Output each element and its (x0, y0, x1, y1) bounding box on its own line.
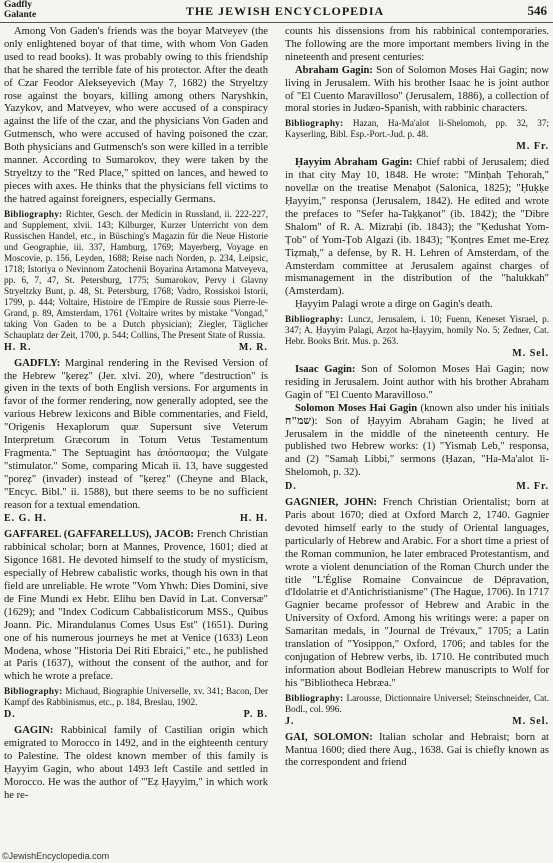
guide-word-last: Galante (4, 9, 37, 20)
entry-heading: Solomon Moses Hai Gagin (295, 402, 418, 414)
signature-initials: E. G. H. (4, 513, 47, 525)
paragraph: Ḥayyim Palagi wrote a dirge on Gagin's death. (295, 299, 493, 311)
paragraph: Among Von Gaden's friends was the boyar Matveyev (the only enlightened boyar of that time, with whom Von Gaden used to read books). It was probably owing to this friendship that he shared the terrible fate of his protector. After the death of Czar Feodor Alekseyevich (May 7, 1682) the Stryeltzy rose against the boyars, killing among others Naryshkin, Yazykov, and Matveyev, who were accused of a conspiracy against the life of the czar, and the physicians Von Gaden and Gutmensch, who were accused of having poisoned the czar. Both physicians and Gutmensch's son were killed in a terrible manner. According to Sumarokov, they were taken by the Stryeltzy to the "Red Place," spitted on lances, and hewed to pieces with axes. He thinks that the physicians fell victims to the hatred against foreigners, especially Germans. (4, 26, 268, 205)
entry-heading: Abraham Gagin: (295, 64, 373, 76)
entry-hayyim-abraham-gagin (285, 157, 549, 299)
entry-text: ): Son of Ḥayyim Abraham Gagin; he lived at Jerusalem in the middle of the nineteenth century. He published two Hebrew works: (1) "Yismaḥ Leb," responsa, and (2) "Samaḥ Libbi," sermons (Ḥazan, "Ha-Ma'alot li-Shelomoh, p. 32). (285, 415, 549, 479)
signature-line (4, 342, 268, 355)
entry-text: Son of Solomon Moses Hai Gagin; now living in Jerusalem. With his brother Isaac he is joint author of "El Cuento Maravilloso" (Jerusalem, 1886), a collection of moral stories in Judæo-Spanish, with rabbinic characters. (285, 64, 549, 115)
entry-heading: GAGIN: (14, 725, 54, 737)
guide-word-first: Gadfly (4, 0, 32, 10)
entry-text: French Christian rabbinical scholar; born at Mannes, Provence, 1601; died at Sigonce 1681. He devoted himself to the study of mysticism, especially of Hebrew cabalistic works, though his own in that field are unreliable. He wrote "Vom Yhwh: Dies Domini, sive de Fine Mundi ex Hebr. Elihu ben David in Lat. Conversæ" (1629); and "Index Codicum Cabbalisticorum MSS., Quibus Joann. Pic. Mirandulanus Comes Usus Est" (1651). During one of his numerous journeys he met at Venice (1633) Leon Modena, whose "Historia Dei Riti Ebraici," etc., he published at Paris (1637), without the consent of the author, and for which he wrote a preface. (4, 529, 268, 683)
bibliography-text: Michaud, Biographie Universelle, xv. 341; Bacon, Der Kampf des Rabbinismus, etc., p. 184, Breslau, 1902. (4, 686, 268, 708)
entry-isaac-gagin (285, 364, 549, 403)
bibliography (285, 118, 549, 140)
signature-author: P. B. (243, 709, 268, 721)
guide-words (4, 1, 36, 20)
bibliography-text: Richter, Gesch. der Medicin in Russland, ii. 222-227, and Supplement, xlvii. 143; Kilburger, Kurzer Unterricht von dem Russischen Handel, etc., in Büsching's Magazin für die Neue Historie und Geographie, iii. 337, Hamburg, 1769; Mayerberg, Voyage en Moscovie, p. 156, Leyden, 1688; Reise nach Norden, p. 234, Leipsic, 1718; Istoriya o Nevinnom Zatochenii Boyarina Artamona Matveyeva, pp. 6, 7, 47, St. Petersburg, 1775; Sumarokov, Pervy i Glavny Stryeltzky Bunt, p. 48, St. Petersburg, 1768; Vadro, Rossiskoi Istorii, 1799, p. 444; Voltaire, Histoire de l'Empire de Russie sous Pierre-le-Grand, p. 89, Amsterdam, 1761 (Voltaire writes by mistake "Vongad," taking Von Gaden to be a Dutch physician); Ziegler, Täglicher Schauplatz der Zeit, 1700, p. 544; Collins, The Present State of Russia. (4, 208, 268, 340)
bibliography-text: Hazan, Ha-Ma'alot li-Shelomoh, pp. 32, 37; Kayserling, Bibl. Esp.-Port.-Jud. p. 48. (285, 118, 549, 140)
bibliography (285, 693, 549, 715)
entry-gai (285, 732, 549, 771)
bibliography-text: Larousse, Dictionnaire Universel; Steinschneider, Cat. Bodl., col. 996. (285, 692, 549, 714)
entry-text: Italian scholar and Hebraist; born at Mantua 1600; died there Aug., 1638. Gai is chiefly known as the correspondent and friend (285, 731, 549, 769)
signature-author: M. Sel. (512, 715, 549, 727)
signature-initials: D. (285, 481, 297, 493)
entry-abraham-gagin (285, 65, 549, 117)
page-number: 546 (527, 3, 547, 18)
entry-text: Son of Solomon Moses Hai Gagin; now residing in Jerusalem. Joint author with his brother Abraham Gagin of "El Cuento Maravilloso." (285, 364, 549, 401)
signature-line (285, 716, 549, 729)
bibliography-label: Bibliography: (285, 314, 344, 325)
entry-text: Marginal rendering in the Revised Version of the Hebrew "ḳereẓ" (Jer. xlvi. 20), where "destruction" is given in the texts of both English versions. For arguments in favor of the former rendering, now generally adopted, see the various Hebrew lexicons and Bible commentaries, and Field, "Origenis Hexaplorum quæ Supersunt sive Veterum Interpretum Græcorum in Totum Vetus Testamentum Fragmenta." The Septuagint has ἀπόσπασμα; the Vulgate "stimulator." Some, comparing Micah ii. 13, have suggested "poreẓ" (invader) instead of "ḳereẓ" (Cheyne and Black, "Encyc. Bibl." ii. 1588), but there seems to be no sufficient reason for a textual emendation. (4, 357, 268, 511)
signature-initials: H. R. (4, 341, 32, 353)
copyright-footer: ©JewishEncyclopedia.com (2, 851, 110, 861)
signature-line (285, 141, 549, 154)
signature-line (285, 481, 549, 494)
signature-line (285, 348, 549, 361)
entry-text: (known also under his initials (420, 402, 549, 414)
entry-heading: GAI, SOLOMON: (285, 731, 373, 743)
signature-initials: J. (285, 715, 295, 727)
bibliography-text: Luncz, Jerusalem, i. 10; Fuenn, Keneset Yisrael, p. 347; A. Ḥayyim Palagi, Arẓot ha-Ḥayyim, homily No. 5; Zedner, Cat. Hebr. Books Brit. Mus. p. 263. (285, 314, 549, 347)
entry-heading: Ḥayyim Abraham Gagin: (295, 157, 413, 169)
signature-initials: D. (4, 709, 16, 721)
signature-author: M. Fr. (516, 481, 549, 493)
entry-text: Chief rabbi of Jerusalem; died in that city May 10, 1848. He wrote: "Minḥah Ṭehorah," novellæ on the treatise Menaḥot (Salonica, 1825); "Ḥuḳḳe Ḥayyim," responsa (Jerusalem, 1842). He edited and wrote the prefaces to "Sefer ha-Taḳḳanot" (ib. 1842); the "Dibre Shalom" of R. A. Mizraḥi (ib. 1843); the "Ḳedushat Yom-Ṭob" of Yom-Ṭob Algazi (ib. 1843); "Ḳonṭres Emet me-Ereẓ Tiẓmaḥ," a defense, by R. H. Lehren of Amsterdam, of the Amsterdam committee at Jerusalem against charges of mismanagement in the distribution of the "halukkah" (Amsterdam). (285, 157, 549, 298)
right-column (285, 26, 549, 846)
bibliography-label: Bibliography: (4, 686, 63, 697)
bibliography-label: Bibliography: (285, 118, 344, 129)
entry-heading: GAFFAREL (GAFFARELLUS), JACOB: (4, 529, 194, 541)
entry-text: French Christian Orientalist; born at Paris about 1670; died at Oxford March 2, 1740. Gagnier devoted himself early to the study of Oriental languages, particularly of Hebrew and Arabic. For a short time a priest of the Roman communion, he later embraced Protestantism, and wrote a violent denunciation of the Roman Church under the title "L'Église Romaine Convaincue de Dépravation, d'Idolatrie et d'Antichristianisme" (The Hague, 1706). In 1717 Gagnier became professor of Hebrew and Arabic in the University of Oxford. Among his writings were: a paper on Samaritan medals, in "Journal de Trévaux," 1705; a Latin translation of "Yosippon," Oxford, 1706; and tables for the conjugation of Hebrew verbs, ib. 1710. He contributed much information about Bodleian Hebrew manuscripts to Wolf for his "Bibliotheca Hebræa." (285, 497, 549, 689)
entry-heading: Isaac Gagin: (295, 364, 356, 376)
entry-gagnier (285, 497, 549, 691)
entry-heading: GAGNIER, JOHN: (285, 497, 378, 509)
bibliography (4, 209, 268, 341)
left-column (4, 26, 268, 846)
signature-author: M. Sel. (512, 348, 549, 360)
paragraph: counts his dissensions from his rabbinical contemporaries. The following are the more important members living in the nineteenth and present centuries: (285, 26, 549, 63)
hebrew-initials: שמ"ח (285, 415, 311, 427)
bibliography-label: Bibliography: (4, 208, 63, 219)
running-title: THE JEWISH ENCYCLOPEDIA (185, 4, 385, 18)
signature-line (4, 709, 268, 722)
bibliography (4, 686, 268, 708)
bibliography (285, 314, 549, 347)
entry-solomon-moses-hai-gagin (285, 403, 549, 480)
signature-author: H. H. (239, 513, 268, 525)
signature-author: M. Fr. (516, 141, 549, 153)
signature-line (4, 513, 268, 526)
entry-gaffarel (4, 529, 268, 684)
signature-author: M. R. (238, 341, 268, 353)
bibliography-label: Bibliography: (285, 692, 344, 703)
page-header (0, 0, 553, 23)
entry-text: Rabbinical family of Castilian origin which emigrated to Morocco in 1492, and in the eighteenth century to Palestine. The oldest known member of this family is Ḥayyim Gagin, who about 1493 left Castile and settled in Morocco. He was the author of "'Eẓ Ḥayyim," in which work he re- (4, 725, 268, 801)
entry-gadfly (4, 358, 268, 513)
entry-gagin (4, 725, 268, 802)
entry-heading: GADFLY: (14, 357, 61, 369)
